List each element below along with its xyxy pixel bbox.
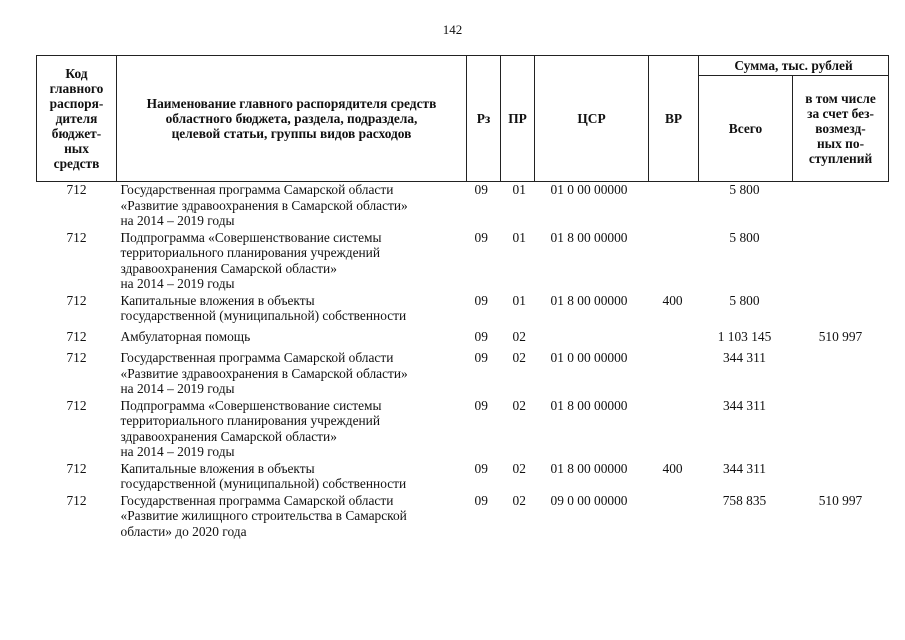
cell-csr: 01 8 00 00000 (550, 397, 628, 413)
cell-grant (793, 293, 889, 325)
cell-pr: 01 (512, 229, 526, 245)
cell-csr: 01 8 00 00000 (550, 460, 628, 476)
cell-csr (535, 325, 649, 351)
cell-code: 712 (66, 397, 87, 413)
cell-vr (649, 350, 699, 398)
header-code: Код главного распоря- дителя бюджет- ных средств (37, 56, 117, 182)
cell-name: Подпрограмма «Совершенствование системы территориального планирования учреждений здравоохранения Самарской области» на 2014 – 2019 годы (120, 229, 382, 291)
cell-total: 1 103 145 (717, 328, 772, 344)
table-row (37, 325, 889, 351)
cell-total: 5 800 (729, 229, 760, 245)
cell-name: Капитальные вложения в объекты государственной (муниципальной) собственности (120, 292, 407, 323)
cell-code: 712 (66, 229, 87, 245)
cell-csr: 01 8 00 00000 (550, 229, 628, 245)
cell-name: Подпрограмма «Совершенствование системы территориального планирования учреждений здравоохранения Самарской области» на 2014 – 2019 годы (120, 397, 382, 459)
table-row (37, 461, 889, 493)
cell-code: 712 (66, 350, 87, 365)
cell-name: Государственная программа Самарской области «Развитие здравоохранения в Самарской области» на 2014 – 2019 годы (120, 182, 408, 228)
cell-grant (793, 461, 889, 493)
page-number: 142 (442, 22, 463, 37)
cell-code: 712 (66, 292, 87, 308)
cell-code: 712 (66, 182, 87, 197)
cell-rz: 09 (474, 328, 488, 344)
cell-rz: 09 (474, 182, 488, 197)
cell-vr (649, 182, 699, 230)
table-row (37, 398, 889, 461)
cell-rz: 09 (474, 460, 488, 476)
cell-total: 5 800 (729, 182, 760, 197)
cell-grant: 510 997 (818, 492, 863, 508)
header-grant: в том числе за счет без- возмезд- ных по- ступлений (793, 76, 889, 182)
header-csr: ЦСР (535, 56, 649, 182)
cell-pr: 02 (512, 350, 526, 365)
cell-vr (649, 325, 699, 351)
table-row (37, 293, 889, 325)
header-name: Наименование главного распорядителя средств областного бюджета, раздела, подраздела, целевой статьи, группы видов расходов (117, 56, 467, 182)
table-row (37, 493, 889, 541)
cell-pr: 02 (512, 328, 526, 344)
header-total: Всего (699, 76, 793, 182)
cell-rz: 09 (474, 397, 488, 413)
cell-csr: 09 0 00 00000 (550, 492, 628, 508)
cell-total: 758 835 (722, 492, 767, 508)
cell-rz: 09 (474, 229, 488, 245)
cell-name: Капитальные вложения в объекты государственной (муниципальной) собственности (120, 460, 407, 491)
cell-rz: 09 (474, 350, 488, 365)
cell-vr: 400 (662, 292, 683, 308)
table-row (37, 350, 889, 398)
cell-csr: 01 0 00 00000 (550, 350, 628, 365)
cell-grant (793, 230, 889, 293)
table-row (37, 230, 889, 293)
cell-grant (793, 350, 889, 398)
cell-csr: 01 8 00 00000 (550, 292, 628, 308)
cell-name: Государственная программа Самарской области «Развитие здравоохранения в Самарской области» на 2014 – 2019 годы (120, 350, 408, 396)
cell-vr: 400 (662, 460, 683, 476)
cell-pr: 02 (512, 397, 526, 413)
cell-total: 344 311 (722, 350, 767, 365)
cell-csr: 01 0 00 00000 (550, 182, 628, 197)
cell-pr: 02 (512, 492, 526, 508)
header-sum: Сумма, тыс. рублей (699, 56, 889, 76)
cell-rz: 09 (474, 292, 488, 308)
cell-vr (649, 230, 699, 293)
cell-total: 5 800 (729, 292, 760, 308)
budget-table (36, 55, 889, 540)
header-rz: Рз (467, 56, 501, 182)
cell-name: Государственная программа Самарской области «Развитие жилищного строительства в Самарской области» до 2020 года (120, 492, 407, 539)
cell-vr (649, 493, 699, 541)
cell-pr: 01 (512, 182, 526, 197)
cell-name: Амбулаторная помощь (120, 328, 251, 344)
header-vr: ВР (649, 56, 699, 182)
cell-grant: 510 997 (818, 328, 863, 344)
cell-total: 344 311 (722, 397, 767, 413)
cell-code: 712 (66, 328, 87, 344)
cell-code: 712 (66, 460, 87, 476)
cell-pr: 01 (512, 292, 526, 308)
table-row (37, 182, 889, 230)
cell-vr (649, 398, 699, 461)
cell-code: 712 (66, 492, 87, 508)
cell-grant (793, 398, 889, 461)
cell-total: 344 311 (722, 460, 767, 476)
cell-pr: 02 (512, 460, 526, 476)
cell-grant (793, 182, 889, 230)
cell-rz: 09 (474, 492, 488, 508)
header-pr: ПР (501, 56, 535, 182)
